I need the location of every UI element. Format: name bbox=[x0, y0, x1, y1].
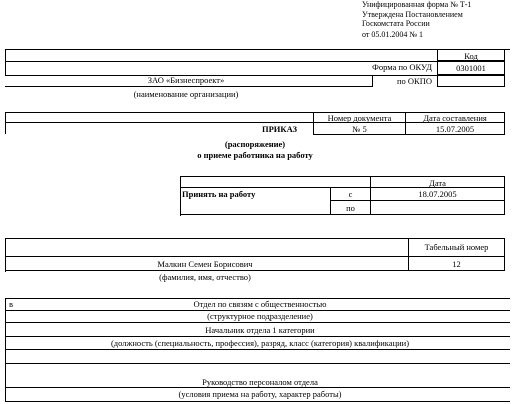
codes-header: Код bbox=[464, 51, 478, 61]
hire-to-label-cell bbox=[330, 200, 371, 215]
doc-number-header: Номер документа bbox=[327, 113, 392, 123]
doc-number-cell bbox=[313, 122, 406, 135]
hire-label: Принять на работу bbox=[182, 189, 256, 199]
organization-name: ЗАО «Бизнеспроект» bbox=[147, 75, 225, 85]
codes-header-cell bbox=[437, 49, 505, 61]
department-caption: (структурное подразделение) bbox=[207, 311, 313, 321]
hire-from-label-cell bbox=[330, 187, 371, 201]
position-title: Начальник отдела 1 категории bbox=[205, 325, 315, 335]
hire-conditions: Руководство персоналом отдела bbox=[202, 377, 318, 387]
tab-number-header: Табельный номер bbox=[424, 242, 489, 252]
doc-date: 15.07.2005 bbox=[435, 124, 475, 134]
form-header-line2: Утверждена Постановлением bbox=[362, 10, 463, 19]
form-header-line1: Унифицированная форма № Т-1 bbox=[362, 0, 472, 9]
hire-to-label: по bbox=[346, 203, 355, 213]
okpo-label: по ОКПО bbox=[396, 76, 432, 86]
hire-date-header: Дата bbox=[429, 178, 446, 188]
tab-number-cell bbox=[408, 256, 505, 271]
form-header-line3: Госкомстата России bbox=[362, 19, 430, 28]
okpo-value-cell bbox=[437, 75, 505, 87]
position-title-caption: (должность (специальность, профессия), разряд, класс (категория) квалификации) bbox=[110, 338, 410, 348]
okud-value-cell bbox=[437, 61, 505, 75]
doc-date-cell bbox=[405, 122, 505, 135]
document-subtype: (распоряжение) bbox=[224, 139, 286, 149]
organization-caption: (наименование организации) bbox=[133, 89, 239, 99]
hire-conditions-caption: (условия приема на работу, характер работы) bbox=[178, 389, 342, 399]
tab-number-header-cell bbox=[408, 238, 505, 257]
employee-full-name: Малкин Семен Борисович bbox=[157, 259, 253, 269]
doc-date-header: Дата составления bbox=[423, 113, 487, 123]
hire-from-value: 18.07.2005 bbox=[418, 189, 457, 199]
hire-to-cell bbox=[370, 200, 505, 215]
hire-from-label: с bbox=[348, 189, 353, 199]
document-type: ПРИКАЗ bbox=[262, 124, 297, 134]
doc-number: № 5 bbox=[352, 124, 367, 134]
employee-name-caption: (фамилия, имя, отчество) bbox=[159, 272, 251, 282]
okud-value: 0301001 bbox=[456, 63, 486, 73]
okud-label: Форма по ОКУД bbox=[372, 62, 432, 72]
tab-number: 12 bbox=[452, 259, 461, 269]
department-name: Отдел по связям с общественностью bbox=[193, 299, 327, 309]
hire-from-cell bbox=[370, 187, 505, 201]
document-subject: о приеме работника на работу bbox=[197, 150, 313, 160]
position-prefix: в bbox=[9, 299, 14, 309]
form-header-line4: от 05.01.2004 № 1 bbox=[362, 30, 424, 39]
